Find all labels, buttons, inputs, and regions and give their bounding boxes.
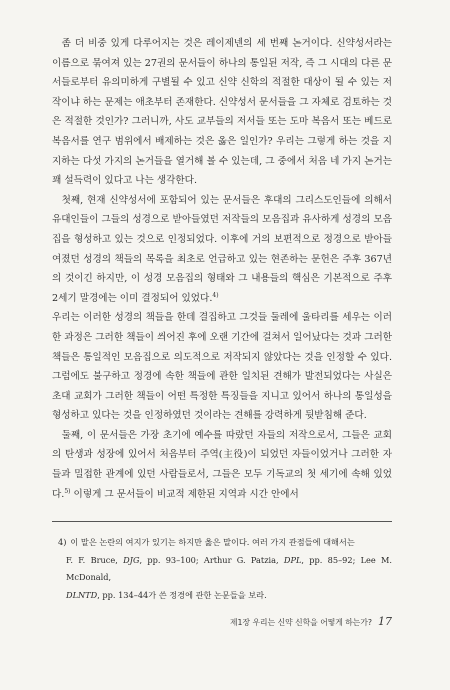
paragraph-text: 좀 더 비중 있게 다루어지는 것은 레이제넨의 세 번째 논거이다. 신약성서라는 이름으로 묶여져 있는 27권의 문서들이 하나의 통일된 저작, 즉 그 시대의 다른 문서들로부터 유의미하게 구별될 수 있고 신약 신학의 적절한 대상이 될 수 있는 저작이냐 하는 문제는 애초부터 존재한다. 신약성서 문서들을 그 자체로 검토하는 것은 적절한 것인가? 그러니까, 사도 교부들의 저서들 또는 도마 복음서 또는 베드로 복음서를 연구 범위에서 배제하는 것은 옳은 일인가? 우리는 그렇게 하는 것을 지지하는 다섯 가지의 논거들을 열거해 볼 수 있는데, 그 중에서 처음 네 가지 논거는 꽤 설득력이 있다고 나는 생각한다. [52, 38, 392, 187]
footnote-citation: DPL [283, 554, 302, 565]
paragraph-text: 둘째, 이 문서들은 가장 초기에 예수를 따랐던 자들의 저작으로서, 그들은 교회의 탄생과 성장에 있어서 처음부터 주역(主役)이 되었던 자들이었거나 그러한 자들과 밀접한 관계에 있던 사람들로서, 그들은 모두 기독교의 첫 세기에 속해 있었다. [52, 429, 392, 500]
footnote-citation: DJG [123, 554, 140, 565]
paragraph [52, 426, 392, 504]
footnote-line [52, 587, 392, 605]
footnote-line [52, 552, 392, 587]
paragraph-text: 첫째, 현재 신약성서에 포함되어 있는 문서들은 후대의 그리스도인들에 의해서 유대인들이 그들의 성경으로 받아들였던 저작들의 모음집과 유사하게 성경의 모음집을 형성하고 있는 것으로 인정되었다. 이후에 거의 보편적으로 정경으로 받아들여졌던 성경의 책들의 목록을 최초로 언급하고 있는 현존하는 문헌은 주후 367년의 것이긴 하지만, 이 성경 모음집의 형태와 그 내용들의 핵심은 기본적으로 주후 2세기 말경에는 이미 결정되어 있었다. [52, 194, 392, 304]
footnote-text: , pp. 134–44가 쓴 정경에 관한 논문들을 보라. [97, 589, 267, 600]
paragraph [52, 191, 392, 309]
page-number: 17 [378, 615, 392, 628]
chapter-title: 제1장 우리는 신약 신학을 어떻게 하는가? [230, 618, 372, 627]
paragraph [52, 308, 392, 426]
footnote [52, 534, 392, 604]
footnote-number: 4) [58, 537, 67, 547]
paragraph-text: 이렇게 그 문서들이 비교적 제한된 지역과 시간 안에서 [70, 488, 299, 500]
footnote-mark: 5) [64, 487, 71, 495]
footnote-mark: 4) [212, 291, 219, 299]
footnote-text: 이 말은 논란의 여지가 있기는 하지만 옳은 말이다. 여러 가지 관점들에 대해서는 [70, 537, 355, 547]
paragraph-text: 우리는 이러한 성경의 책들을 한데 결집하고 그것들 둘레에 울타리를 세우는 이러한 과정은 그러한 책들이 씌어진 후에 오랜 기간에 걸쳐서 일어났다는 것과 그러한 책들은 통일적인 모음집으로 의도적으로 저작되지 않았다는 것을 인정할 수 있다. 그럼에도 불구하고 정경에 속한 책들에 관한 일치된 견해가 발전되었다는 사실은 초대 교회가 그러한 책들이 어떤 특정한 특징들을 지니고 있어서 하나의 통일성을 형성하고 있다는 것을 인정하였던 것이라는 견해를 강력하게 뒷받침해 준다. [52, 312, 392, 422]
footnote-text: , pp. 85–92; Lee M. McDonald, [66, 554, 393, 582]
footnote-divider [52, 521, 392, 522]
body-text [52, 34, 392, 504]
footnote-citation: DLNTD [66, 589, 98, 600]
paragraph [52, 34, 392, 191]
footnote-text: F. F. Bruce, [66, 554, 124, 565]
running-footer [196, 615, 392, 628]
footnote-line [52, 534, 392, 552]
footnote-text: , pp. 93–100; Arthur G. Patzia, [139, 554, 284, 565]
